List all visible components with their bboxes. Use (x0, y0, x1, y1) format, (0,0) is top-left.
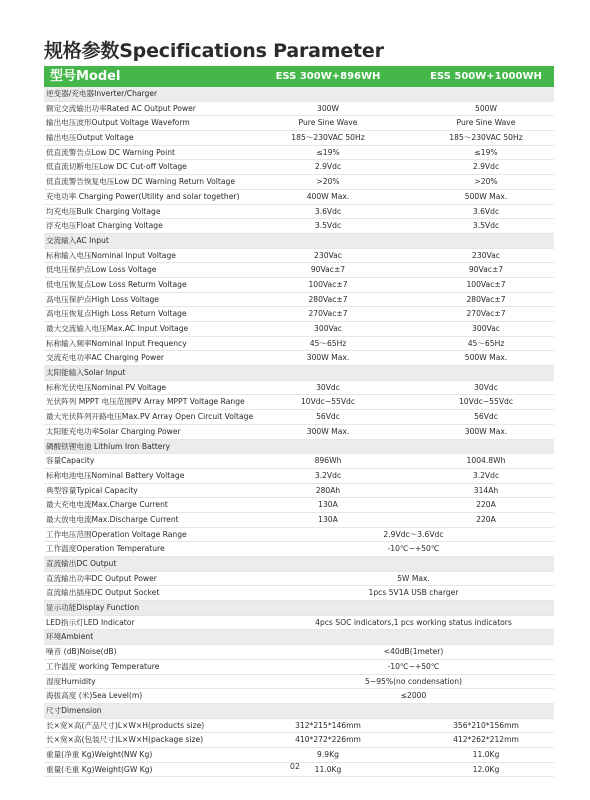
spec-label: 长×宽×高(产品尺寸)L×W×H(products size) (46, 720, 205, 730)
spec-value-shared: -10℃~+50℃ (387, 544, 440, 554)
spec-value-shared: 5W Max. (397, 573, 430, 583)
spec-value-col2: 356*210*156mm (453, 720, 519, 730)
spec-label: 高电压保护点High Loss Voltage (46, 294, 159, 304)
spec-value-col1: >20% (316, 177, 340, 187)
spec-value-col2: 30Vdc (474, 382, 498, 392)
spec-row (44, 513, 554, 528)
spec-value-shared: 1pcs 5V1A USB charger (368, 588, 459, 598)
spec-row (44, 410, 554, 425)
spec-label: 湿度Humidity (46, 676, 96, 686)
section-row (44, 440, 554, 455)
spec-value-col2: 3.6Vdc (472, 206, 500, 216)
spec-label: 长×宽×高(包装尺寸)L×W×H(package size) (46, 735, 204, 745)
spec-label: 低电压保护点Low Loss Voltage (46, 265, 157, 275)
spec-row (44, 748, 554, 763)
spec-row (44, 337, 554, 352)
spec-value-col2: 500W Max. (464, 353, 508, 363)
spec-label: 典型容量Typical Capacity (46, 485, 138, 495)
section-label: 太阳能输入Solar Input (46, 368, 126, 378)
spec-label: 低直流警告恢复电压Low DC Warning Return Voltage (46, 177, 236, 187)
spec-label: 最大放电电流Max.Discharge Current (46, 514, 179, 524)
spec-value-col1: 400W Max. (306, 191, 350, 201)
spec-value-col1: 280Ah (315, 485, 341, 495)
spec-label: 光伏阵列 MPPT 电压范围PV Array MPPT Voltage Range (46, 397, 245, 407)
spec-label: 噪音 (dB)Noise(dB) (46, 647, 117, 657)
spec-value-col2: 185～230VAC 50Hz (449, 133, 523, 143)
spec-value-col2: Pure Sine Wave (456, 118, 516, 128)
spec-label: 标称电池电压Nominal Battery Voltage (46, 470, 185, 480)
spec-label: 最大充电电流Max.Charge Current (46, 500, 168, 510)
spec-value-col1: 300Vac (314, 324, 342, 333)
spec-value-col2: 90Vac±7 (468, 265, 504, 275)
spec-row (44, 190, 554, 205)
spec-value-col2: 270Vac±7 (466, 309, 506, 319)
section-row (44, 630, 554, 645)
section-label: 显示功能Display Function (46, 603, 140, 613)
spec-label: 工作温度Operation Temperature (46, 544, 165, 554)
section-label: 交流输入AC Input (46, 235, 109, 245)
spec-table (44, 87, 554, 777)
page-number: 02 (289, 762, 301, 771)
spec-row (44, 102, 554, 117)
page-title: 规格参数Specifications Parameter (44, 40, 384, 62)
spec-row (44, 733, 554, 748)
spec-value-col1: 3.6Vdc (314, 206, 342, 216)
spec-row (44, 263, 554, 278)
spec-value-col1: 300W (316, 103, 339, 113)
spec-row (44, 484, 554, 499)
spec-value-col2: 220A (476, 514, 496, 524)
spec-label: LED指示灯LED Indicator (46, 617, 135, 627)
spec-value-col1: 230Vac (314, 250, 342, 260)
spec-value-col2: 3.5Vdc (472, 221, 500, 231)
spec-row (44, 351, 554, 366)
spec-value-col1: ≤19% (316, 147, 340, 157)
spec-value-col1: 185～230VAC 50Hz (291, 133, 365, 143)
spec-label: 输出电压Output Voltage (46, 133, 134, 143)
spec-row (44, 586, 554, 601)
section-label: 直流输出DC Output (46, 559, 117, 568)
spec-row (44, 542, 554, 557)
spec-value-col2: 11.0Kg (472, 749, 500, 759)
spec-label: 高电压恢复点High Loss Return Voltage (46, 309, 187, 319)
section-row (44, 601, 554, 616)
spec-row (44, 293, 554, 308)
spec-value-col2: 300W Max. (464, 426, 508, 436)
spec-value-col2: 2.9Vdc (472, 162, 500, 172)
spec-value-col2: 500W Max. (464, 191, 508, 201)
spec-label: 最大交流输入电压Max.AC Input Voltage (46, 324, 189, 333)
spec-row (44, 160, 554, 175)
section-row (44, 234, 554, 249)
spec-row (44, 175, 554, 190)
spec-label: 太阳能充电功率Solar Charging Power (46, 426, 181, 436)
spec-value-col1: 100Vac±7 (308, 279, 348, 289)
spec-value-col1: 130A (318, 514, 338, 524)
spec-value-col1: 45～65Hz (309, 338, 347, 348)
spec-row (44, 572, 554, 587)
model-header-col2: ESS 500W+1000WH (430, 71, 542, 82)
spec-value-col2: ≤19% (474, 147, 498, 157)
spec-value-col1: 2.9Vdc (314, 162, 342, 172)
spec-row (44, 205, 554, 220)
spec-value-col1: 10Vdc~55Vdc (300, 397, 356, 407)
spec-value-col2: 12.0Kg (472, 764, 500, 774)
spec-row (44, 498, 554, 513)
spec-value-shared: ≤2000 (400, 691, 427, 701)
spec-value-col2: 314Ah (473, 485, 499, 495)
spec-row (44, 689, 554, 704)
spec-value-col1: 9.9Kg (317, 749, 339, 759)
spec-row (44, 131, 554, 146)
section-row (44, 704, 554, 719)
spec-row (44, 381, 554, 396)
spec-row (44, 660, 554, 675)
section-label: 磷酸铁锂电池 Lithium Iron Battery (46, 441, 171, 451)
spec-value-shared: 4pcs SOC indicators,1 pcs working status indicators (315, 617, 512, 627)
section-row (44, 87, 554, 102)
spec-value-col1: 300W Max. (306, 353, 350, 363)
spec-value-col2: >20% (474, 177, 498, 187)
spec-row (44, 307, 554, 322)
spec-value-col1: 130A (318, 500, 338, 510)
spec-row (44, 469, 554, 484)
spec-label: 低直流警告点Low DC Warning Point (46, 147, 175, 157)
spec-value-col2: 500W (474, 103, 497, 113)
spec-row (44, 719, 554, 734)
spec-value-col2: 412*262*212mm (453, 735, 519, 745)
spec-value-col2: 1004.8Wh (466, 456, 506, 466)
spec-value-col1: 90Vac±7 (310, 265, 346, 275)
spec-value-col1: 3.5Vdc (314, 221, 342, 231)
spec-label: 重量(净重 Kg)Weight(NW Kg) (46, 749, 153, 759)
spec-row (44, 645, 554, 660)
spec-label: 额定交流输出功率Rated AC Output Power (46, 103, 196, 113)
section-label: 环境Ambient (46, 632, 94, 642)
spec-value-shared: <40dB(1meter) (383, 647, 444, 657)
spec-label: 标称光伏电压Nominal PV Voltage (46, 382, 167, 392)
spec-label: 直流输出功率DC Output Power (46, 573, 157, 583)
spec-label: 海拔高度 (米)Sea Level(m) (46, 691, 143, 701)
spec-value-col1: 3.2Vdc (314, 470, 342, 480)
model-header-col1: ESS 300W+896WH (275, 71, 381, 82)
spec-row (44, 146, 554, 161)
spec-value-shared: -10℃~+50℃ (387, 661, 440, 671)
spec-row (44, 675, 554, 690)
spec-value-shared: 5~95%(no condensation) (365, 676, 462, 686)
section-label: 逆变器/充电器Inverter/Charger (46, 89, 158, 98)
spec-value-col1: 300W Max. (306, 426, 350, 436)
spec-row (44, 219, 554, 234)
spec-label: 工作温度 working Temperature (46, 661, 160, 671)
section-label: 尺寸Dimension (46, 705, 102, 715)
spec-label: 低直流切断电压Low DC Cut-off Voltage (46, 162, 187, 172)
spec-table-header (44, 66, 554, 87)
spec-label: 均充电压Bulk Charging Voltage (46, 206, 161, 216)
section-row (44, 366, 554, 381)
spec-value-col2: 220A (476, 500, 496, 510)
spec-label: 容量Capacity (46, 456, 95, 466)
spec-value-col2: 45～65Hz (467, 338, 505, 348)
spec-value-col2: 100Vac±7 (466, 279, 506, 289)
spec-value-col1: 896Wh (314, 456, 342, 466)
spec-row (44, 528, 554, 543)
spec-value-shared: 2.9Vdc～3.6Vdc (383, 529, 444, 539)
spec-value-col1: 30Vdc (316, 382, 340, 392)
spec-label: 输出电压波形Output Voltage Waveform (46, 118, 190, 128)
spec-label: 低电压恢复点Low Loss Returm Voltage (46, 279, 187, 289)
spec-label: 最大光伏阵列开路电压Max.PV Array Open Circuit Voltage (46, 412, 254, 422)
spec-value-col1: 270Vac±7 (308, 309, 348, 319)
spec-row (44, 116, 554, 131)
model-header-label: 型号Model (50, 69, 121, 84)
spec-label: 交流充电功率AC Charging Power (46, 353, 165, 363)
spec-row (44, 249, 554, 264)
spec-label: 直流输出插座DC Output Socket (46, 588, 160, 598)
spec-label: 标称输入电压Nominal Input Voltage (46, 250, 176, 260)
spec-value-col1: Pure Sine Wave (298, 118, 358, 128)
spec-label: 工作电压范围Operation Voltage Range (46, 529, 187, 539)
spec-value-col2: 230Vac (472, 250, 500, 260)
spec-label: 重量(毛重 Kg)Weight(GW Kg) (46, 764, 153, 774)
spec-value-col1: 56Vdc (316, 412, 340, 422)
spec-value-col1: 280Vac±7 (308, 294, 348, 304)
spec-value-col2: 10Vdc~55Vdc (458, 397, 514, 407)
spec-row (44, 454, 554, 469)
spec-value-col1: 410*272*226mm (295, 735, 361, 745)
spec-value-col1: 11.0Kg (314, 764, 342, 774)
spec-value-col2: 280Vac±7 (466, 294, 506, 304)
spec-row (44, 395, 554, 410)
spec-value-col2: 300Vac (472, 324, 500, 333)
spec-row (44, 425, 554, 440)
spec-row (44, 616, 554, 631)
spec-row (44, 278, 554, 293)
spec-value-col1: 312*215*146mm (295, 720, 361, 730)
spec-label: 标称输入频率Nominal Input Frequency (46, 338, 187, 348)
spec-label: 浮充电压Float Charging Voltage (46, 221, 163, 231)
spec-value-col2: 3.2Vdc (472, 470, 500, 480)
spec-label: 充电功率 Charging Power(Utility and solar together) (46, 191, 240, 201)
spec-value-col2: 56Vdc (474, 412, 498, 422)
spec-row (44, 322, 554, 337)
section-row (44, 557, 554, 572)
